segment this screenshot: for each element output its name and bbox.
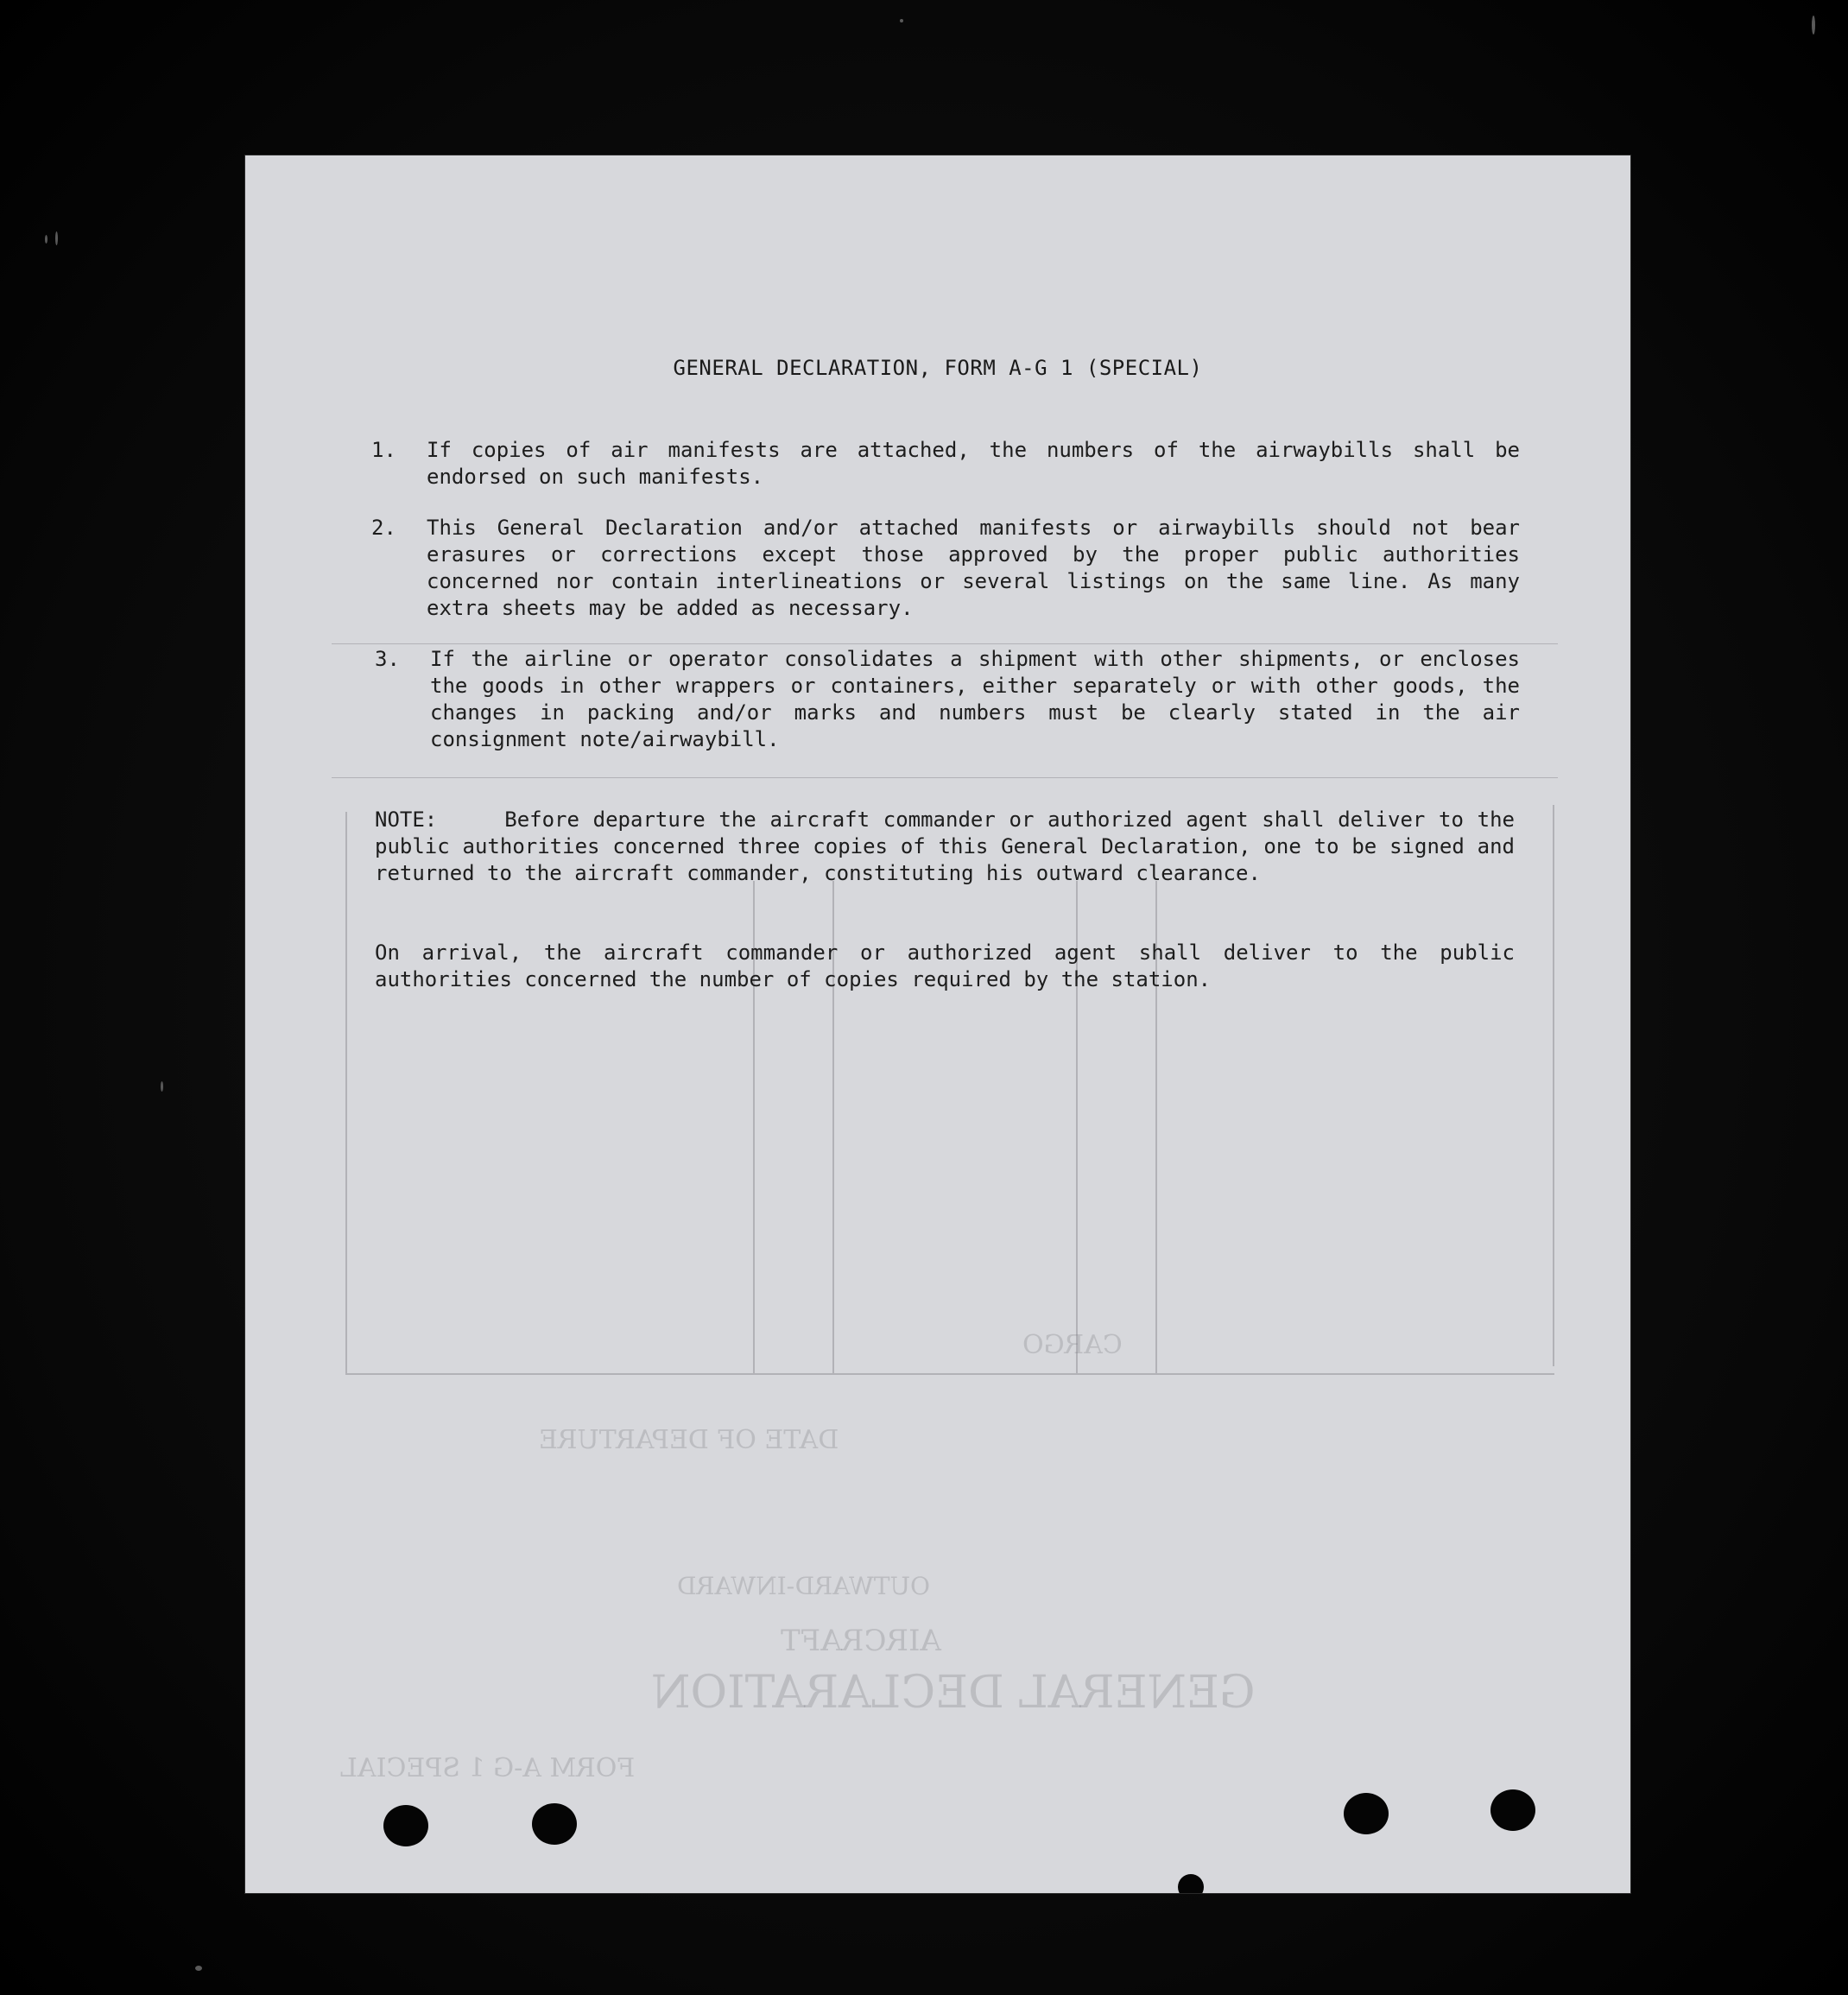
- dust-speck: [1812, 16, 1815, 35]
- note-label: NOTE:: [375, 808, 438, 832]
- bleed-line: DATE OF DEPARTURE: [539, 1425, 839, 1455]
- punch-hole: [532, 1803, 577, 1845]
- bleed-heading: AIRCRAFT: [781, 1624, 942, 1658]
- note-paragraph: [375, 807, 1515, 887]
- dust-speck: [55, 231, 58, 245]
- document-title: GENERAL DECLARATION, FORM A-G 1 (SPECIAL): [673, 356, 1203, 380]
- dust-speck: [900, 19, 903, 22]
- item-text: If the airline or operator consolidates a shipment with other shipments, or encloses the goods in other wrappers or containers, either separately or with other goods, the changes in packing and/or marks and numbers must be clearly stated in the air consignment note/airwaybill.: [430, 647, 1520, 751]
- item-text: If copies of air manifests are attached, the numbers of the airwaybills shall be endorsed on such manifests.: [427, 438, 1520, 489]
- punch-hole: [1344, 1793, 1389, 1834]
- item-number: 1.: [371, 438, 396, 462]
- dust-speck: [161, 1081, 163, 1092]
- instruction-item-2: [371, 515, 1520, 622]
- bleed-line: CARGO: [1022, 1330, 1123, 1360]
- instruction-item-1: [371, 437, 1520, 491]
- bleed-vertical-line: [345, 812, 347, 1373]
- note-text: Before departure the aircraft commander or authorized agent shall deliver to the public authorities concerned three copies of this General Declaration, one to be signed and returned to the aircraft commander, constituting his outward clearance.: [375, 808, 1515, 885]
- item-text: This General Declaration and/or attached manifests or airwaybills should not bear erasures or corrections except those approved by the proper public authorities concerned nor contain interlineations or several listings on the same line. As many extra sheets may be added as necessary.: [427, 516, 1520, 620]
- arrival-paragraph: On arrival, the aircraft commander or authorized agent shall deliver to the public authorities concerned the number of copies required by the station.: [375, 940, 1515, 991]
- bleed-line: FORM A-G 1 SPECIAL: [340, 1753, 636, 1783]
- item-number: 2.: [371, 516, 396, 540]
- bleed-vertical-line: [1553, 805, 1554, 1366]
- bleed-heading: GENERAL DECLARATION: [651, 1667, 1256, 1719]
- edge-notch: [1178, 1874, 1204, 1893]
- dust-speck: [45, 235, 47, 244]
- bleed-line: OUTWARD-INWARD: [677, 1572, 931, 1600]
- item-number: 3.: [375, 647, 400, 671]
- bleed-horizontal-line: [332, 777, 1558, 778]
- document-page: [245, 155, 1630, 1893]
- punch-hole: [383, 1805, 428, 1846]
- punch-hole: [1490, 1789, 1535, 1831]
- bleed-horizontal-line: [332, 643, 1558, 644]
- instruction-item-3: [375, 646, 1520, 753]
- bleed-horizontal-line: [345, 1373, 1554, 1375]
- dust-speck: [195, 1966, 202, 1971]
